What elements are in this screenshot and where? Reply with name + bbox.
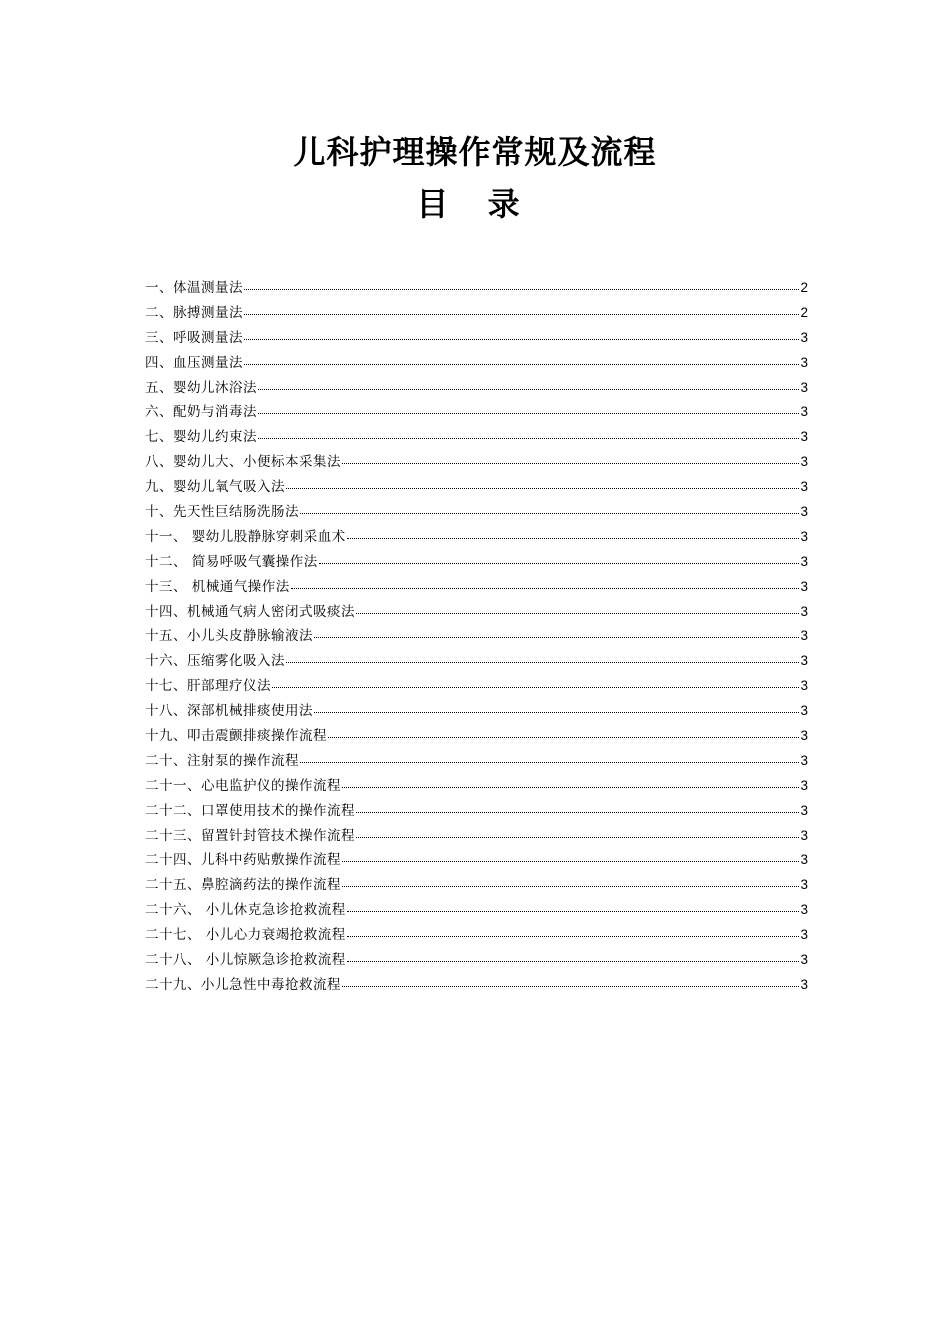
toc-leader-dots	[286, 662, 799, 663]
toc-leader-dots	[342, 986, 799, 987]
table-of-contents	[145, 276, 808, 998]
toc-entry-label: 二十、注射泵的操作流程	[145, 752, 299, 769]
toc-leader-dots	[356, 613, 799, 614]
toc-entry-label: 十二、 简易呼吸气囊操作法	[145, 553, 318, 570]
toc-leader-dots	[319, 563, 800, 564]
toc-page-number: 3	[800, 454, 808, 470]
toc-page-number: 3	[800, 603, 808, 619]
toc-page-number: 3	[800, 902, 808, 918]
toc-entry-label: 二十四、儿科中药贴敷操作流程	[145, 852, 341, 869]
toc-entry[interactable]	[145, 848, 808, 873]
toc-entry[interactable]	[145, 649, 808, 674]
toc-page-number: 3	[800, 728, 808, 744]
toc-entry[interactable]	[145, 699, 808, 724]
toc-entry[interactable]	[145, 774, 808, 799]
toc-leader-dots	[300, 762, 799, 763]
toc-leader-dots	[314, 637, 799, 638]
toc-entry[interactable]	[145, 376, 808, 401]
toc-entry-label: 二十九、小儿急性中毒抢救流程	[145, 976, 341, 993]
toc-entry-label: 二、脉搏测量法	[145, 304, 243, 321]
toc-leader-dots	[342, 861, 799, 862]
toc-entry[interactable]	[145, 301, 808, 326]
toc-page-number: 3	[800, 752, 808, 768]
toc-entry[interactable]	[145, 351, 808, 376]
toc-page-number: 3	[800, 379, 808, 395]
toc-entry-label: 九、婴幼儿氧气吸入法	[145, 479, 285, 496]
toc-page-number: 3	[800, 976, 808, 992]
toc-page-number: 3	[800, 777, 808, 793]
toc-entry[interactable]	[145, 873, 808, 898]
toc-leader-dots	[342, 787, 799, 788]
toc-leader-dots	[342, 886, 799, 887]
toc-entry-label: 十六、压缩雾化吸入法	[145, 653, 285, 670]
toc-entry[interactable]	[145, 973, 808, 998]
toc-page-number: 3	[800, 429, 808, 445]
toc-leader-dots	[356, 837, 799, 838]
toc-entry[interactable]	[145, 600, 808, 625]
toc-entry[interactable]	[145, 575, 808, 600]
toc-entry[interactable]	[145, 824, 808, 849]
toc-entry[interactable]	[145, 400, 808, 425]
toc-leader-dots	[347, 911, 800, 912]
toc-leader-dots	[286, 488, 799, 489]
toc-entry-label: 二十一、心电监护仪的操作流程	[145, 777, 341, 794]
toc-page-number: 3	[800, 703, 808, 719]
toc-entry-label: 二十五、鼻腔滴药法的操作流程	[145, 877, 341, 894]
toc-entry[interactable]	[145, 450, 808, 475]
toc-page-number: 3	[800, 653, 808, 669]
toc-leader-dots	[328, 737, 799, 738]
toc-leader-dots	[244, 364, 799, 365]
toc-entry-label: 十四、机械通气病人密闭式吸痰法	[145, 603, 355, 620]
toc-entry[interactable]	[145, 923, 808, 948]
toc-entry-label: 二十六、 小儿休克急诊抢救流程	[145, 902, 346, 919]
document-title: 儿科护理操作常规及流程	[293, 133, 657, 171]
toc-entry-label: 五、婴幼儿沐浴法	[145, 379, 257, 396]
toc-page-number: 3	[800, 578, 808, 594]
toc-page-number: 3	[800, 354, 808, 370]
toc-page-number: 3	[800, 329, 808, 345]
toc-leader-dots	[244, 339, 799, 340]
toc-leader-dots	[272, 687, 799, 688]
toc-leader-dots	[258, 389, 799, 390]
toc-entry-label: 二十八、 小儿惊厥急诊抢救流程	[145, 952, 346, 969]
toc-entry-label: 二十七、 小儿心力衰竭抢救流程	[145, 927, 346, 944]
toc-entry[interactable]	[145, 674, 808, 699]
toc-entry[interactable]	[145, 425, 808, 450]
toc-leader-dots	[258, 438, 799, 439]
toc-entry[interactable]	[145, 948, 808, 973]
toc-entry[interactable]	[145, 624, 808, 649]
toc-leader-dots	[356, 812, 799, 813]
toc-page-number: 3	[800, 553, 808, 569]
toc-page-number: 3	[800, 678, 808, 694]
toc-leader-dots	[347, 538, 800, 539]
toc-entry-label: 十五、小儿头皮静脉输液法	[145, 628, 313, 645]
toc-entry[interactable]	[145, 749, 808, 774]
toc-entry-label: 四、血压测量法	[145, 354, 243, 371]
toc-entry[interactable]	[145, 326, 808, 351]
toc-entry[interactable]	[145, 525, 808, 550]
toc-leader-dots	[342, 463, 799, 464]
toc-leader-dots	[314, 712, 799, 713]
toc-leader-dots	[300, 513, 799, 514]
toc-entry[interactable]	[145, 799, 808, 824]
toc-entry-label: 六、配奶与消毒法	[145, 404, 257, 421]
toc-leader-dots	[347, 961, 800, 962]
toc-entry-label: 一、体温测量法	[145, 280, 243, 296]
toc-entry[interactable]	[145, 276, 808, 301]
toc-page-number: 3	[800, 852, 808, 868]
toc-page-number: 3	[800, 504, 808, 520]
toc-page-number: 3	[800, 528, 808, 544]
toc-entry-label: 八、婴幼儿大、小便标本采集法	[145, 454, 341, 471]
toc-page-number: 3	[800, 802, 808, 818]
toc-entry-label: 十一、 婴幼儿股静脉穿刺采血术	[145, 528, 346, 545]
toc-leader-dots	[244, 289, 799, 290]
toc-heading: 目 录	[416, 185, 534, 223]
toc-entry-label: 二十二、口罩使用技术的操作流程	[145, 802, 355, 819]
toc-page-number: 3	[800, 927, 808, 943]
toc-entry-label: 十八、深部机械排痰使用法	[145, 703, 313, 720]
toc-entry-label: 三、呼吸测量法	[145, 329, 243, 346]
toc-entry-label: 二十三、留置针封管技术操作流程	[145, 827, 355, 844]
toc-entry-label: 十七、肝部理疗仪法	[145, 678, 271, 695]
toc-entry[interactable]	[145, 724, 808, 749]
toc-page-number: 3	[800, 479, 808, 495]
toc-entry[interactable]	[145, 500, 808, 525]
toc-page-number: 3	[800, 628, 808, 644]
toc-entry[interactable]	[145, 550, 808, 575]
toc-entry-label: 十、先天性巨结肠洗肠法	[145, 504, 299, 521]
toc-page-number: 3	[800, 877, 808, 893]
toc-page-number: 2	[800, 280, 808, 295]
toc-entry[interactable]	[145, 898, 808, 923]
toc-entry-label: 十九、叩击震颤排痰操作流程	[145, 728, 327, 745]
toc-leader-dots	[347, 936, 800, 937]
toc-entry-label: 七、婴幼儿约束法	[145, 429, 257, 446]
toc-entry[interactable]	[145, 475, 808, 500]
toc-page-number: 3	[800, 952, 808, 968]
toc-page-number: 3	[800, 827, 808, 843]
toc-page-number: 2	[800, 304, 808, 320]
toc-leader-dots	[258, 413, 799, 414]
toc-entry-label: 十三、 机械通气操作法	[145, 578, 290, 595]
toc-leader-dots	[244, 314, 799, 315]
toc-page-number: 3	[800, 404, 808, 420]
toc-leader-dots	[291, 588, 800, 589]
